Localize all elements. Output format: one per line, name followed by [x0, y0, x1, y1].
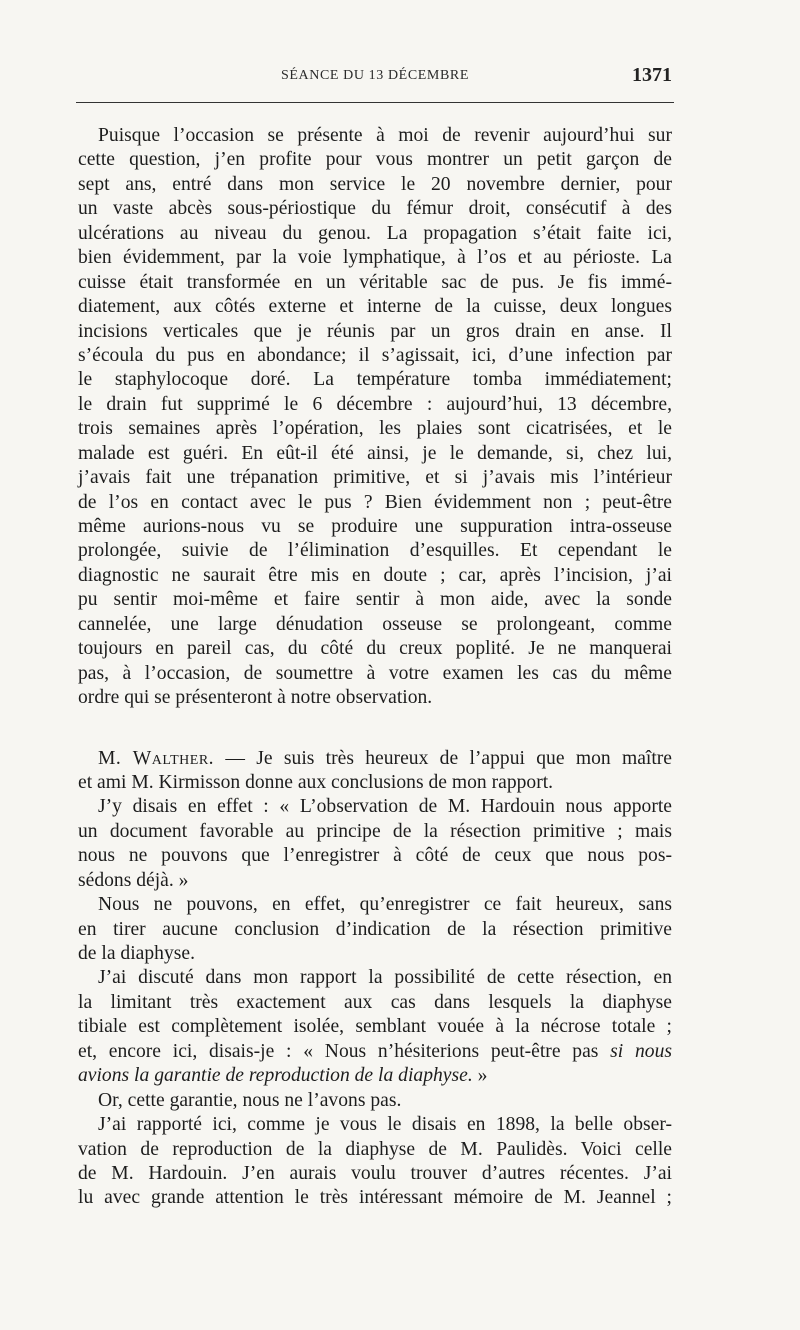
paragraph-conclusion	[78, 893, 672, 966]
paragraph-observations	[78, 1113, 672, 1211]
text-line: J’y disais en effet : « L’observation de M. Hardouin nous apporte	[98, 796, 672, 818]
speaker-remark: — Je suis très heureux de l’appui que mon maître	[214, 747, 673, 769]
paragraph-kirmisson	[78, 124, 672, 711]
text-line: ordre qui se présenteront à notre observation.	[78, 687, 433, 709]
text-line: malade est guéri. En eût-il été ainsi, je le demande, si, chez lui,	[78, 442, 672, 464]
paragraph-quote-rapport	[78, 795, 672, 893]
text-roman: et, encore ici, disais-je : « Nous n’hésiterions peut-être pas	[78, 1040, 611, 1062]
text-line: le drain fut supprimé le 6 décembre : aujourd’hui, 13 décembre,	[78, 393, 672, 415]
text-line: pas, à l’occasion, de soumettre à votre examen les cas du même	[78, 662, 672, 684]
text-roman: »	[472, 1065, 488, 1087]
text-line: vation de reproduction de la diaphyse de M. Paulidès. Voici celle	[78, 1138, 672, 1160]
text-line: pu sentir moi-même et faire sentir à mon aide, avec la sonde	[78, 589, 672, 611]
text-line: J’ai discuté dans mon rapport la possibilité de cette résection, en	[98, 967, 672, 989]
page-header	[76, 64, 674, 92]
text-line: de l’os en contact avec le pus ? Bien évidemment non ; peut-être	[78, 491, 672, 513]
body-text	[78, 124, 672, 1211]
text-line: le staphylocoque doré. La température tomba immédiatement;	[78, 369, 672, 391]
text-line: nous ne pouvons que l’enregistrer à côté de ceux que nous pos-	[78, 845, 672, 867]
text-line: sept ans, entré dans mon service le 20 novembre dernier, pour	[78, 173, 672, 195]
text-line	[78, 747, 672, 771]
paragraph-walther	[78, 747, 672, 796]
text-line: J’ai rapporté ici, comme je vous le disais en 1898, la belle obser-	[98, 1114, 672, 1136]
text-line: ulcérations au niveau du genou. La propagation s’était faite ici,	[78, 222, 672, 244]
text-line: s’écoula du pus en abondance; il s’agissait, ici, d’une infection par	[78, 344, 672, 366]
text-line: et ami M. Kirmisson donne aux conclusions de mon rapport.	[78, 771, 554, 793]
text-line: un vaste abcès sous-périostique du fémur droit, consécutif à des	[78, 198, 672, 220]
text-line: bien évidemment, par la voie lymphatique, à l’os et au périoste. La	[78, 247, 672, 269]
text-line: même aurions-nous vu se produire une suppuration intra-osseuse	[78, 516, 672, 537]
paragraph-garantie	[78, 1089, 672, 1113]
header-rule	[76, 102, 674, 103]
text-line: incisions verticales que je réunis par un gros drain en anse. Il	[78, 320, 672, 342]
text-line: cuisse était transformée en un véritable sac de pus. Je fis immé-	[78, 271, 672, 293]
text-line: lu avec grande attention le très intéressant mémoire de M. Jeannel ;	[78, 1187, 672, 1209]
text-line: diagnostic ne saurait être mis en doute ; car, après l’incision, j’ai	[78, 564, 672, 586]
text-italic: si nous	[610, 1040, 672, 1062]
text-line: la limitant très exactement aux cas dans lesquels la diaphyse	[78, 991, 672, 1013]
text-line: diatement, aux côtés externe et interne de la cuisse, deux longues	[78, 296, 672, 318]
text-line: trois semaines après l’opération, les plaies sont cicatrisées, et le	[78, 418, 672, 440]
text-line: toujours en pareil cas, du côté du creux poplité. Je ne manquerai	[78, 638, 672, 660]
running-title: SÉANCE DU 13 DÉCEMBRE	[281, 68, 469, 83]
text-line: cette question, j’en profite pour vous montrer un petit garçon de	[78, 149, 672, 171]
text-line: prolongée, suivie de l’élimination d’esquilles. Et cependant le	[78, 540, 672, 562]
page-number: 1371	[632, 64, 672, 86]
text-line: de la diaphyse.	[78, 943, 195, 964]
text-line: j’avais fait une trépanation primitive, et si j’avais mis l’intérieur	[78, 467, 672, 489]
text-line: en tirer aucune conclusion d’indication de la résection primitive	[78, 918, 672, 940]
text-line: sédons déjà. »	[78, 869, 189, 891]
text-line: de M. Hardouin. J’en aurais voulu trouver d’autres récentes. J’ai	[78, 1162, 672, 1184]
section-spacer	[78, 711, 672, 747]
text-italic: avions la garantie de reproduction de la diaphyse.	[78, 1065, 473, 1087]
text-line: Nous ne pouvons, en effet, qu’enregistrer ce fait heureux, sans	[98, 894, 672, 916]
text-line	[78, 1064, 672, 1088]
text-line: Or, cette garantie, nous ne l’avons pas.	[98, 1089, 402, 1111]
text-line: tibiale est complètement isolée, semblant vouée à la nécrose totale ;	[78, 1016, 672, 1038]
text-line: un document favorable au principe de la résection primitive ; mais	[78, 820, 672, 842]
text-line: cannelée, une large dénudation osseuse se prolongeant, comme	[78, 613, 672, 635]
text-line: Puisque l’occasion se présente à moi de revenir aujourd’hui sur	[98, 125, 672, 146]
paragraph-discussion	[78, 966, 672, 1088]
speaker-name: M. Walther.	[98, 747, 215, 769]
text-line	[78, 1040, 672, 1064]
